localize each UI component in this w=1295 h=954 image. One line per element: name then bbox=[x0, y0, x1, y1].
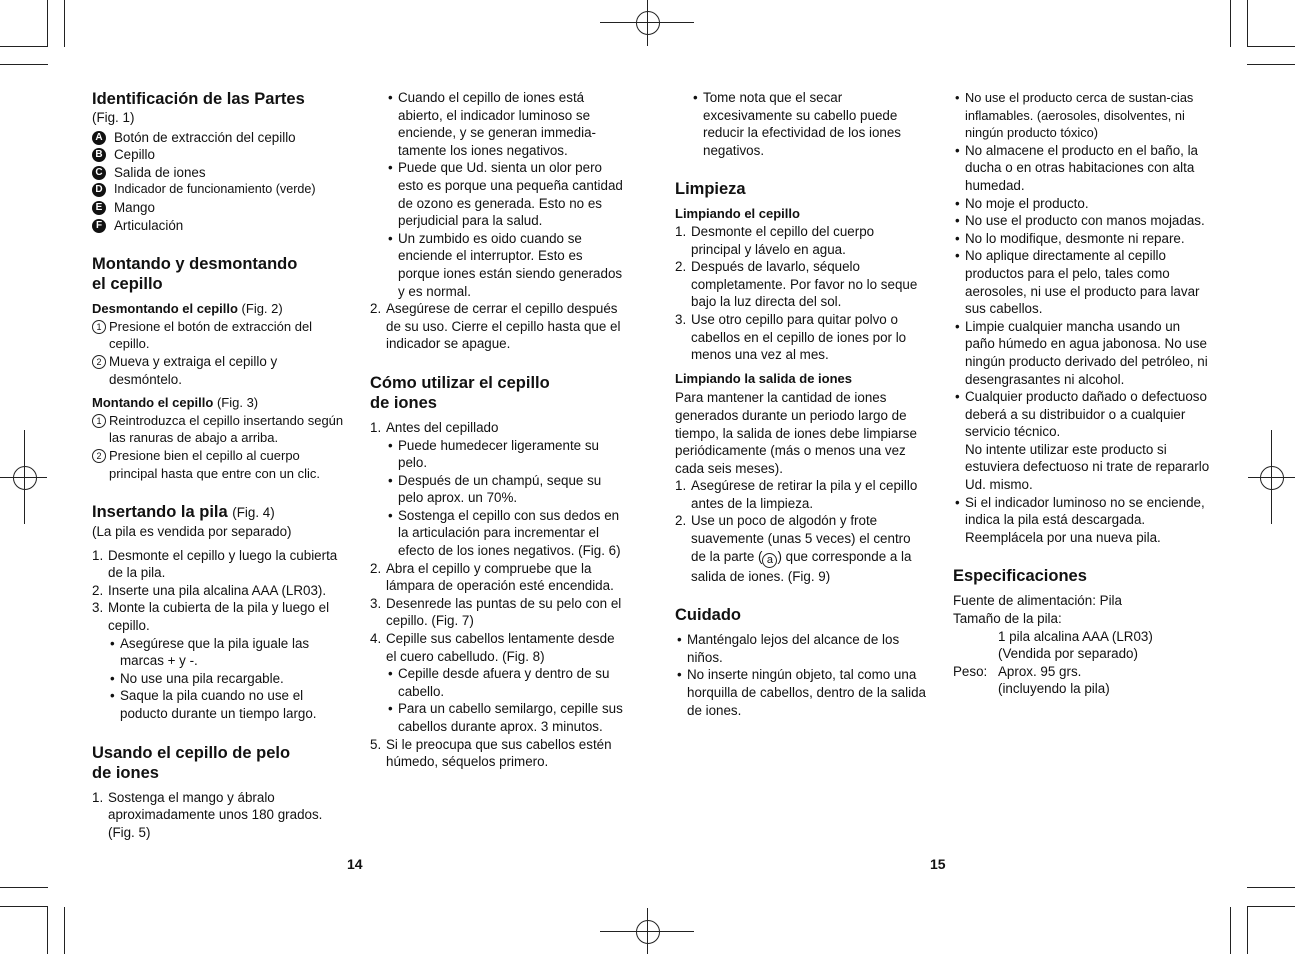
part-label: Articulación bbox=[114, 217, 184, 233]
list-item: • No use una pila recargable. bbox=[110, 670, 284, 686]
outlet-paragraph: Para mantener la cantidad de iones generados durante un periodo largo de tiempo, la salida de iones debe limpiarse periódicamente (más o menos una vez cada seis meses). bbox=[675, 390, 917, 476]
heading-battery: Insertando la pila (Fig. 4) bbox=[92, 503, 275, 522]
list-item: 1. Asegúrese de retirar la pila y el cepillo antes de la limpieza. bbox=[675, 478, 918, 511]
heading-cleaning: Limpieza bbox=[675, 180, 746, 199]
part-marker-c: C bbox=[92, 166, 106, 180]
subheading-removing: Desmontando el cepillo (Fig. 2) bbox=[92, 301, 283, 317]
part-label: Indicador de funcionamiento (verde) bbox=[114, 182, 316, 197]
list-item: • No moje el producto. bbox=[955, 195, 1089, 211]
list-item: 2. Inserte una pila alcalina AAA (LR03). bbox=[92, 582, 327, 598]
list-item: 2. Después de lavarlo, séquelo completamente. Por favor no lo seque bajo la luz directa del sol. bbox=[675, 259, 918, 310]
part-label: Mango bbox=[114, 199, 155, 215]
list-item: • Sostenga el cepillo con sus dedos en la articulación para incrementar el efecto de los iones negativos. (Fig. 6) bbox=[388, 507, 621, 559]
spec-power: Fuente de alimentación: Pila bbox=[953, 593, 1122, 609]
heading-care: Cuidado bbox=[675, 606, 741, 625]
spec-weight-note: (incluyendo la pila) bbox=[998, 681, 1110, 697]
page-number-right: 15 bbox=[930, 856, 946, 872]
list-item: 1 Reintroduzca el cepillo insertando según las ranuras de abajo a arriba. bbox=[92, 412, 347, 447]
list-item: • No aplique directamente al cepillo productos para el pelo, tales como aerosoles, ni use el producto para lavar sus cabellos. bbox=[955, 248, 1200, 317]
part-marker-d: D bbox=[92, 183, 106, 197]
column-4 bbox=[953, 89, 1211, 698]
list-item: • Cepille desde afuera y dentro de su cabello. bbox=[388, 666, 610, 699]
list-item: • Limpie cualquier mancha usando un paño húmedo en agua jabonosa. No use ningún producto derivado del petróleo, ni desengrasantes ni alcohol. bbox=[955, 318, 1208, 387]
list-item: • Cualquier producto dañado o defectuoso deberá a su distribuidor o a cualquier servicio técnico. No intente utilizar este producto si estuviera defectuoso ni trate de repararlo Ud. mismo. bbox=[955, 389, 1210, 493]
list-item: • Puede que Ud. sienta un olor pero esto es porque una pequeña cantidad de ozono es generada. Esto no es perjudicial para la salud. bbox=[388, 160, 623, 229]
spec-size-label: Tamaño de la pila: bbox=[953, 611, 1062, 627]
heading-specifications: Especificaciones bbox=[953, 567, 1087, 586]
list-item: • Para un cabello semilargo, cepille sus cabellos durante aprox. 3 minutos. bbox=[388, 701, 623, 734]
list-item: • Saque la pila cuando no use el poducto durante un tiempo largo. bbox=[110, 688, 317, 722]
part-item bbox=[92, 146, 347, 164]
subheading-cleaning-outlet: Limpiando la salida de iones bbox=[675, 370, 852, 386]
battery-note: (La pila es vendida por separado) bbox=[92, 524, 292, 540]
list-item: • Tome nota que el secar excesivamente su cabello puede reducir la efectividad de los iones negativos. bbox=[693, 90, 901, 158]
part-marker-e: E bbox=[92, 201, 106, 215]
list-item: • Un zumbido es oido cuando se enciende el interruptor. Esto es porque iones están siendo generados y es normal. bbox=[388, 230, 623, 299]
heading-how-to-use: Cómo utilizar el cepillo de iones bbox=[370, 373, 550, 412]
list-item: 2. Use un poco de algodón y frote suavemente (unas 5 veces) el centro de la parte ( a ) que corresponde a la salida de iones. (Fig. 9) bbox=[675, 513, 912, 584]
subheading-attaching: Montando el cepillo (Fig. 3) bbox=[92, 395, 259, 411]
column-3 bbox=[675, 89, 927, 719]
part-item bbox=[92, 199, 347, 217]
heading-parts: Identificación de las Partes bbox=[92, 90, 305, 108]
list-item: 3. Monte la cubierta de la pila y luego el cepillo. bbox=[92, 600, 330, 634]
part-marker-b: B bbox=[92, 148, 106, 162]
parts-list bbox=[92, 129, 347, 235]
heading-mounting: Montando y desmontando el cepillo bbox=[92, 255, 298, 294]
parts-fig: (Fig. 1) bbox=[92, 110, 135, 125]
part-item bbox=[92, 181, 347, 199]
list-item: • Si el indicador luminoso no se enciende, indica la pila está descargada. Reemplácela por una nueva pila. bbox=[955, 494, 1205, 545]
list-item: • No almacene el producto en el baño, la ducha o en otras habitaciones con alta humedad. bbox=[955, 142, 1199, 193]
part-item bbox=[92, 217, 347, 235]
heading-using: Usando el cepillo de pelo de iones bbox=[92, 743, 291, 782]
list-item: 3. Desenrede las puntas de su pelo con el cepillo. (Fig. 7) bbox=[370, 595, 622, 629]
part-item bbox=[92, 164, 347, 182]
spec-weight: Peso: Aprox. 95 grs. bbox=[953, 663, 1082, 679]
list-item: • No lo modifique, desmonte ni repare. bbox=[955, 230, 1185, 246]
spec-size-value: 1 pila alcalina AAA (LR03) bbox=[998, 628, 1153, 644]
list-item: 4. Cepille sus cabellos lentamente desde el cuero cabelludo. (Fig. 8) bbox=[370, 631, 615, 664]
step-marker: 1 bbox=[92, 320, 106, 334]
column-1 bbox=[92, 84, 347, 841]
list-item: 2 Mueva y extraiga el cepillo y desmóntelo. bbox=[92, 353, 347, 388]
step-marker: 2 bbox=[92, 449, 106, 463]
subheading-cleaning-brush: Limpiando el cepillo bbox=[675, 206, 800, 222]
list-item: 2 Presione bien el cepillo al cuerpo principal hasta que entre con un clic. bbox=[92, 447, 347, 482]
list-item: 1. Antes del cepillado bbox=[370, 419, 499, 435]
part-label: Botón de extracción del cepillo bbox=[114, 129, 296, 145]
column-2 bbox=[370, 89, 628, 771]
list-item: 1. Desmonte el cepillo y luego la cubierta de la pila. bbox=[92, 547, 338, 581]
part-label: Salida de iones bbox=[114, 164, 206, 180]
list-item: 3. Use otro cepillo para quitar polvo o cabellos en el cepillo de iones por lo menos una vez al mes. bbox=[675, 311, 907, 363]
list-item: • No use el producto cerca de sustan-cias inflamables. (aerosoles, disolventes, ni ningún producto tóxico) bbox=[955, 90, 1194, 141]
list-item: • Asegúrese que la pila iguale las marcas + y -. bbox=[110, 635, 310, 669]
list-item: 5. Si le preocupa que sus cabellos estén húmedo, séquelos primero. bbox=[370, 736, 612, 770]
part-label: Cepillo bbox=[114, 147, 155, 163]
list-item: • No use el producto con manos mojadas. bbox=[955, 213, 1205, 229]
spec-size-note: (Vendida por separado) bbox=[998, 646, 1138, 662]
list-item: • Puede humedecer ligeramente su pelo. bbox=[388, 437, 599, 471]
list-item: 1 Presione el botón de extracción del cepillo. bbox=[92, 318, 347, 353]
part-item bbox=[92, 129, 347, 147]
step-marker: 1 bbox=[92, 414, 106, 428]
part-a-marker: a bbox=[762, 553, 777, 568]
list-item: • Después de un champú, seque su pelo aprox. un 70%. bbox=[388, 472, 602, 506]
page-number-left: 14 bbox=[347, 856, 363, 872]
part-marker-f: F bbox=[92, 219, 106, 233]
list-item: 1. Desmonte el cepillo del cuerpo principal y lávelo en agua. bbox=[675, 223, 875, 257]
list-item: 2. Asegúrese de cerrar el cepillo después de su uso. Cierre el cepillo hasta que el indicador se apague. bbox=[370, 301, 621, 352]
list-item: • Manténgalo lejos del alcance de los niños. bbox=[677, 632, 900, 665]
list-item: • No inserte ningún objeto, tal como una horquilla de cabellos, dentro de la salida de iones. bbox=[677, 667, 926, 718]
list-item: 2. Abra el cepillo y compruebe que la lámpara de operación esté encendida. bbox=[370, 560, 614, 594]
list-item: 1. Sostenga el mango y ábralo aproximadamente unos 180 grados. (Fig. 5) bbox=[92, 789, 323, 840]
step-marker: 2 bbox=[92, 355, 106, 369]
part-marker-a: A bbox=[92, 131, 106, 145]
list-item: • Cuando el cepillo de iones está abierto, el indicador luminoso se enciende, y se generan immedia-tamente los iones negativos. bbox=[388, 90, 596, 158]
